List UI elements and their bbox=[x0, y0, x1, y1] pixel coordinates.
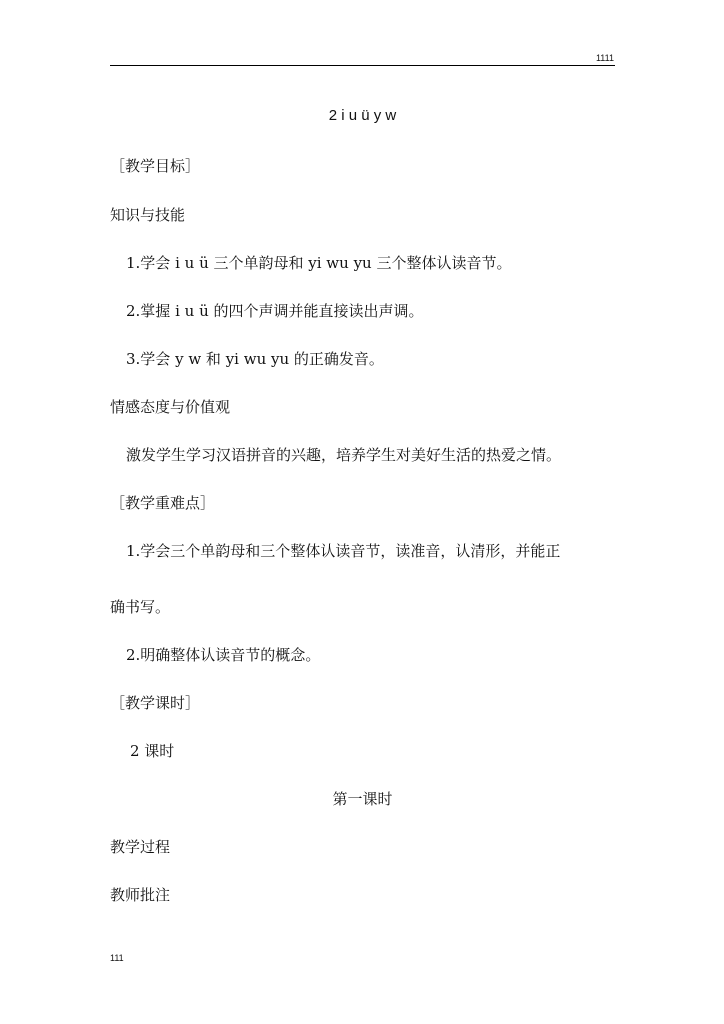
key-point-2: 2.明确整体认读音节的概念。 bbox=[126, 646, 321, 664]
subheading-emotion-values: 情感态度与价值观 bbox=[110, 398, 231, 416]
header-divider bbox=[110, 65, 615, 66]
section-heading-key-points: ［教学重难点］ bbox=[110, 494, 216, 512]
periods-text: 2 课时 bbox=[130, 742, 175, 760]
first-period-heading: 第一课时 bbox=[332, 790, 393, 808]
section-heading-periods: ［教学课时］ bbox=[110, 694, 201, 712]
document-title: 2 i u ü y w bbox=[328, 107, 397, 124]
subheading-knowledge-skills: 知识与技能 bbox=[110, 206, 186, 224]
teacher-notes-heading: 教师批注 bbox=[110, 886, 171, 904]
teaching-process-heading: 教学过程 bbox=[110, 838, 171, 856]
key-point-1-line-2: 确书写。 bbox=[110, 598, 171, 616]
goal-item-2: 2.掌握 i u ü 的四个声调并能直接读出声调。 bbox=[126, 302, 424, 320]
goal-item-1: 1.学会 i u ü 三个单韵母和 yi wu yu 三个整体认读音节。 bbox=[126, 254, 512, 272]
header-page-number: 1111 bbox=[595, 53, 614, 63]
section-heading-goals: ［教学目标］ bbox=[110, 157, 201, 175]
emotion-paragraph: 激发学生学习汉语拼音的兴趣，培养学生对美好生活的热爱之情。 bbox=[126, 446, 562, 464]
goal-item-3: 3.学会 y w 和 yi wu yu 的正确发音。 bbox=[126, 350, 384, 368]
footer-page-number: 111 bbox=[110, 953, 124, 963]
key-point-1-line-1: 1.学会三个单韵母和三个整体认读音节，读准音，认清形，并能正 bbox=[126, 542, 561, 560]
